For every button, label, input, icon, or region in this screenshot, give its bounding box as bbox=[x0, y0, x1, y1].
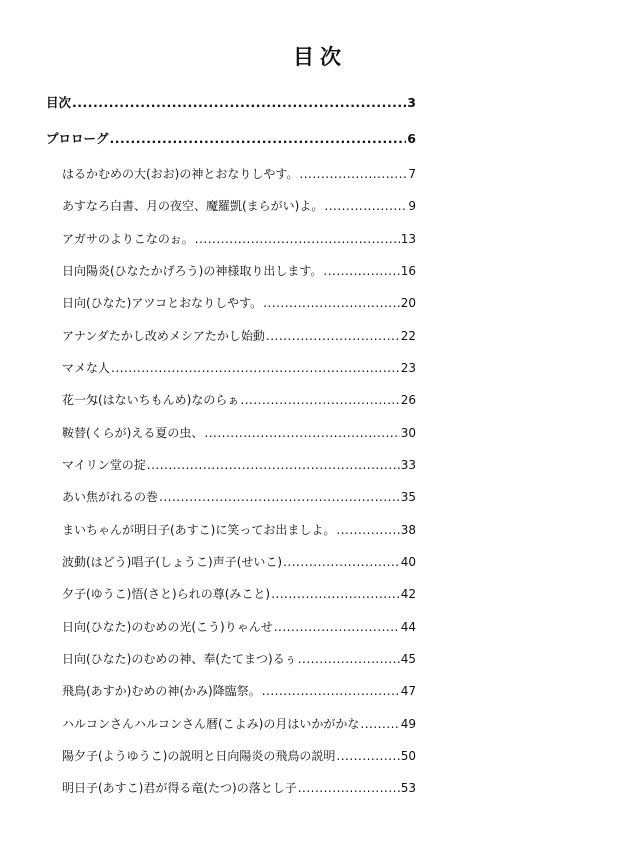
toc-entry[interactable] bbox=[62, 745, 416, 767]
toc-leader bbox=[263, 292, 400, 314]
toc-entry-page: 40 bbox=[400, 555, 416, 569]
toc-entry-page: 33 bbox=[400, 458, 416, 472]
toc-entry-label: 波動(はどう)唱子(しょうこ)声子(せいこ) bbox=[62, 555, 283, 569]
toc-leader bbox=[323, 260, 399, 282]
toc-entry-page: 9 bbox=[408, 199, 416, 213]
toc-entry-label: アガサのよりこなのぉ。 bbox=[62, 232, 194, 246]
toc-entry-label: 陽夕子(ようゆうこ)の説明と日向陽炎の飛鳥の説明 bbox=[62, 749, 336, 763]
toc-entry-page: 13 bbox=[400, 232, 416, 246]
toc-entry-label: 夕子(ゆうこ)悟(さと)られの尊(みこと) bbox=[62, 587, 271, 601]
toc-entry-label: プロローグ bbox=[46, 131, 109, 146]
toc-leader bbox=[262, 680, 400, 702]
toc-entry-page: 49 bbox=[400, 717, 416, 731]
toc-entry[interactable] bbox=[62, 551, 416, 573]
toc-leader bbox=[360, 713, 399, 735]
toc-entry-page: 38 bbox=[400, 523, 416, 537]
toc-entry[interactable] bbox=[62, 454, 416, 476]
toc-entry-label: アナンダたかし改めメシアたかし始動 bbox=[62, 329, 265, 343]
toc-entry-page: 26 bbox=[400, 393, 416, 407]
toc-entry-label: 日向(ひなた)アツコとおなりしやす。 bbox=[62, 296, 263, 310]
toc-leader bbox=[110, 128, 407, 150]
toc-entry-page: 45 bbox=[400, 652, 416, 666]
toc-entry-page: 23 bbox=[400, 361, 416, 375]
toc-entry[interactable] bbox=[62, 228, 416, 250]
toc-entry-page: 30 bbox=[400, 426, 416, 440]
toc-entry-label: あすなろ白書、月の夜空、魔羅凱(まらがい)よ。 bbox=[62, 199, 324, 213]
toc-entry-page: 22 bbox=[400, 329, 416, 343]
toc-entry-label: あい焦がれるの巻 bbox=[62, 490, 159, 504]
toc-entry[interactable] bbox=[46, 92, 416, 114]
toc-entry-label: 日向(ひなた)のむめの光(こう)りゃんせ bbox=[62, 620, 273, 634]
toc-entry-page: 16 bbox=[400, 264, 416, 278]
toc-entry[interactable] bbox=[62, 519, 416, 541]
toc-leader bbox=[147, 454, 400, 476]
toc-entry[interactable] bbox=[62, 389, 416, 411]
toc-leader bbox=[72, 92, 406, 114]
toc-entry-page: 42 bbox=[400, 587, 416, 601]
toc-entry-label: まいちゃんが明日子(あすこ)に笑ってお出ましよ。 bbox=[62, 523, 336, 537]
toc-entry[interactable] bbox=[62, 777, 416, 799]
toc-entry[interactable] bbox=[62, 357, 416, 379]
toc-entry-page: 35 bbox=[400, 490, 416, 504]
toc-leader bbox=[324, 195, 407, 217]
toc-leader bbox=[336, 745, 399, 767]
toc-entry-label: マメな人 bbox=[62, 361, 111, 375]
toc-entry-label: 日向陽炎(ひなたかげろう)の神様取り出します。 bbox=[62, 264, 323, 278]
toc-entry-page: 6 bbox=[407, 131, 416, 146]
toc-entry[interactable] bbox=[62, 648, 416, 670]
toc-leader bbox=[298, 777, 400, 799]
toc-entry-page: 3 bbox=[407, 95, 416, 110]
toc-leader bbox=[298, 648, 400, 670]
page-title: 目次 bbox=[293, 45, 347, 69]
toc-leader bbox=[274, 616, 400, 638]
toc-leader bbox=[159, 486, 400, 508]
toc-entry-page: 53 bbox=[400, 781, 416, 795]
toc-entry-label: ハルコンさんハルコンさん暦(こよみ)の月はいかがかな bbox=[62, 717, 360, 731]
toc-entry[interactable] bbox=[62, 680, 416, 702]
toc-entry-page: 20 bbox=[400, 296, 416, 310]
toc-leader bbox=[204, 422, 399, 444]
toc-entry-label: はるかむめの大(おお)の神とおなりしやす。 bbox=[62, 167, 299, 181]
toc-entry[interactable] bbox=[62, 260, 416, 282]
toc-entry[interactable] bbox=[62, 713, 416, 735]
toc-leader bbox=[111, 357, 400, 379]
toc-entry-label: 日向(ひなた)のむめの神、奉(たてまつ)るぅ bbox=[62, 652, 297, 666]
toc-entry[interactable] bbox=[62, 583, 416, 605]
toc-leader bbox=[240, 389, 399, 411]
toc-entry-label: マイリン堂の掟 bbox=[62, 458, 146, 472]
toc-entry[interactable] bbox=[46, 128, 416, 150]
toc-entry-label: 花一匁(はないちもんめ)なのらぁ bbox=[62, 393, 240, 407]
toc-entry[interactable] bbox=[62, 292, 416, 314]
toc-entry[interactable] bbox=[62, 422, 416, 444]
toc-entry-label: 飛鳥(あすか)むめの神(かみ)降臨祭。 bbox=[62, 684, 261, 698]
toc-leader bbox=[266, 325, 400, 347]
toc-leader bbox=[283, 551, 400, 573]
toc-entry[interactable] bbox=[62, 163, 416, 185]
toc-entry-label: 目次 bbox=[46, 95, 72, 110]
toc-leader bbox=[271, 583, 400, 605]
toc-entry-label: 鞍替(くらが)える夏の虫、 bbox=[62, 426, 204, 440]
toc-entry[interactable] bbox=[62, 486, 416, 508]
toc-entry[interactable] bbox=[62, 616, 416, 638]
toc-entry-page: 47 bbox=[400, 684, 416, 698]
toc-entry-page: 7 bbox=[408, 167, 416, 181]
toc-entry-label: 明日子(あすこ)君が得る竜(たつ)の落とし子 bbox=[62, 781, 297, 795]
toc-leader bbox=[299, 163, 407, 185]
toc-leader bbox=[195, 228, 400, 250]
toc-entry[interactable] bbox=[62, 325, 416, 347]
toc-entry-page: 44 bbox=[400, 620, 416, 634]
toc-entry[interactable] bbox=[62, 195, 416, 217]
toc-leader bbox=[336, 519, 399, 541]
toc-entry-page: 50 bbox=[400, 749, 416, 763]
